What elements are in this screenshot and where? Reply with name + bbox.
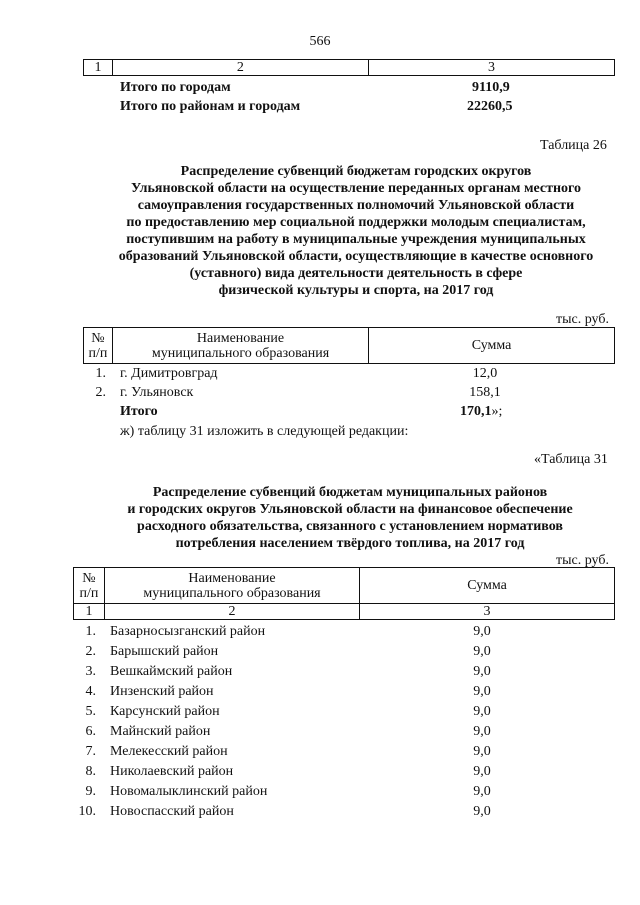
table31-row-name: Базарносызганский район: [110, 624, 266, 639]
table26-row-value: 12,0: [472, 366, 498, 381]
table31-row-num: 5.: [85, 704, 96, 719]
total-cities-value: 9110,9: [472, 80, 510, 95]
title-line: самоуправления государственных полномочий Ульяновской области: [137, 198, 575, 213]
title-line: по предоставлению мер социальной поддержки молодым специалистам,: [126, 215, 586, 230]
table26-col-num: № п/п: [84, 328, 113, 364]
title-line: образований Ульяновской области, осуществляющие в качестве основного: [118, 249, 594, 264]
table31-row-num: 3.: [85, 664, 96, 679]
table31-col-num: № п/п: [74, 568, 105, 604]
table26-row-name: г. Ульяновск: [120, 385, 194, 400]
title-line: и городских округов Ульяновской области на финансовое обеспечение: [127, 502, 573, 517]
table31-row-value: 9,0: [473, 644, 491, 659]
total-all-value: 22260,5: [467, 99, 513, 114]
table26-col-sum: Сумма: [369, 328, 615, 364]
table31-row-name: Николаевский район: [110, 764, 234, 779]
table26-unit: тыс. руб.: [556, 312, 609, 327]
table31-row-name: Инзенский район: [110, 684, 214, 699]
table26-title: [56, 163, 640, 299]
table26-total-value: 170,1: [460, 404, 492, 419]
table31-row-name: Мелекесский район: [110, 744, 228, 759]
table26-header: [83, 327, 615, 364]
table31-row-value: 9,0: [473, 704, 491, 719]
title-line: Ульяновской области на осуществление переданных органам местного: [130, 181, 582, 196]
table31-row-value: 9,0: [473, 764, 491, 779]
table26-row-num: 2.: [95, 385, 106, 400]
table31-row-name: Новомалыклинский район: [110, 784, 268, 799]
table31-row-value: 9,0: [473, 724, 491, 739]
page-number: 566: [309, 34, 331, 49]
table31-row-num: 8.: [85, 764, 96, 779]
table31-caption: «Таблица 31: [534, 452, 608, 467]
table31-row-num: 1.: [85, 624, 96, 639]
table31-row-name: Новоспасский район: [110, 804, 234, 819]
table26-row-name: г. Димитровград: [120, 366, 218, 381]
table31-row-value: 9,0: [473, 804, 491, 819]
table31-col-name: Наименование муниципального образования: [104, 568, 359, 604]
table31-index-2: 2: [104, 604, 359, 620]
top-col-1: 1: [84, 60, 113, 76]
instruction-text: ж) таблицу 31 изложить в следующей редакции:: [120, 424, 409, 439]
top-table-header: [83, 59, 615, 76]
table31-unit: тыс. руб.: [556, 553, 609, 568]
table31-col-sum: Сумма: [360, 568, 615, 604]
table31-row-num: 9.: [85, 784, 96, 799]
table31-row-value: 9,0: [473, 664, 491, 679]
table26-total-suffix: »;: [491, 404, 503, 419]
table31-index-1: 1: [74, 604, 105, 620]
table31-row-value: 9,0: [473, 624, 491, 639]
table31-index-3: 3: [360, 604, 615, 620]
table31-row-name: Карсунский район: [110, 704, 220, 719]
table31-row-name: Майнский район: [110, 724, 211, 739]
table31-header: [73, 567, 615, 620]
table26-caption: Таблица 26: [540, 138, 607, 153]
table26-total-label: Итого: [120, 404, 158, 419]
title-line: Распределение субвенций бюджетам городских округов: [180, 164, 532, 179]
total-cities-label: Итого по городам: [120, 80, 231, 95]
table31-row-num: 2.: [85, 644, 96, 659]
table26-row-num: 1.: [95, 366, 106, 381]
top-col-2: 2: [112, 60, 368, 76]
top-col-3: 3: [368, 60, 614, 76]
table31-row-num: 6.: [85, 724, 96, 739]
table31-title: [50, 484, 640, 552]
title-line: расходного обязательства, связанного с установлением нормативов: [137, 519, 563, 534]
title-line: физической культуры и спорта, на 2017 год: [218, 283, 494, 298]
table31-row-value: 9,0: [473, 684, 491, 699]
table31-row-value: 9,0: [473, 744, 491, 759]
table31-row-value: 9,0: [473, 784, 491, 799]
table31-row-num: 10.: [78, 804, 96, 819]
table26-total: [460, 404, 502, 420]
table31-row-num: 7.: [85, 744, 96, 759]
table26-row-value: 158,1: [469, 385, 501, 400]
table31-row-name: Барышский район: [110, 644, 219, 659]
table26-col-name: Наименование муниципального образования: [112, 328, 368, 364]
title-line: (уставного) вида деятельности деятельность в сфере: [189, 266, 523, 281]
table31-row-num: 4.: [85, 684, 96, 699]
title-line: потребления населением твёрдого топлива, на 2017 год: [175, 536, 525, 551]
total-all-label: Итого по районам и городам: [120, 99, 301, 114]
title-line: поступившим на работу в муниципальные учреждения муниципальных: [126, 232, 586, 247]
title-line: Распределение субвенций бюджетам муниципальных районов: [152, 485, 548, 500]
table31-row-name: Вешкаймский район: [110, 664, 233, 679]
